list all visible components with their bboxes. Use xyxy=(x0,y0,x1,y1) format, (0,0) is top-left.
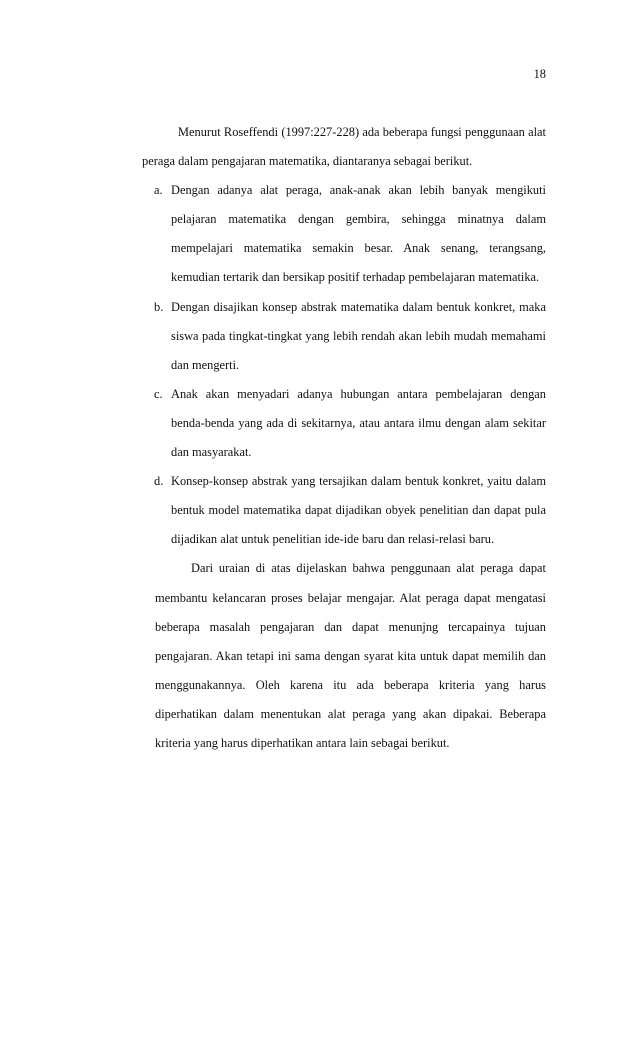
intro-paragraph: Menurut Roseffendi (1997:227-228) ada beberapa fungsi penggunaan alat peraga dalam pengajaran matematika, diantaranya sebagai berikut. xyxy=(142,125,546,169)
list-marker: c. xyxy=(154,386,163,401)
list-marker: b. xyxy=(154,299,164,314)
closing-paragraph: Dari uraian di atas dijelaskan bahwa penggunaan alat peraga dapat membantu kelancaran proses belajar mengajar. Alat peraga dapat mengatasi beberapa masalah pengajaran dan dapat menunjng tercapainya tujuan pengajaran. Akan tetapi ini sama dengan syarat kita untuk dapat memilih dan menggunakannya. Oleh karena itu ada beberapa kriteria yang harus diperhatikan dalam menentukan alat peraga yang akan dipakai. Beberapa kriteria yang harus diperhatikan antara lain sebagai berikut. xyxy=(155,561,546,750)
page-number: 18 xyxy=(533,67,546,81)
list-item-text: Dengan adanya alat peraga, anak-anak akan lebih banyak mengikuti pelajaran matematika dengan gembira, sehingga minatnya dalam mempelajari matematika semakin besar. Anak senang, terangsang, kemudian tertarik dan bersikap positif terhadap pembelajaran matematika. xyxy=(171,183,546,285)
function-list xyxy=(142,176,546,554)
list-marker: d. xyxy=(154,474,164,489)
list-item xyxy=(154,467,546,554)
list-item-text: Anak akan menyadari adanya hubungan antara pembelajaran dengan benda-benda yang ada di sekitarnya, atau antara ilmu dengan alam sekitar dan masyarakat. xyxy=(171,386,546,460)
list-item xyxy=(154,293,546,380)
list-item xyxy=(154,380,546,467)
list-item xyxy=(154,176,546,292)
list-item-text: Konsep-konsep abstrak yang tersajikan dalam bentuk konkret, yaitu dalam bentuk model matematika dapat dijadikan obyek penelitian dan dapat pula dijadikan alat untuk penelitian ide-ide baru dan relasi-relasi baru. xyxy=(171,474,546,547)
document-body xyxy=(142,118,546,758)
list-item-text: Dengan disajikan konsep abstrak matematika dalam bentuk konkret, maka siswa pada tingkat-tingkat yang lebih rendah akan lebih mudah memahami dan mengerti. xyxy=(171,299,546,372)
list-marker: a. xyxy=(154,183,163,198)
